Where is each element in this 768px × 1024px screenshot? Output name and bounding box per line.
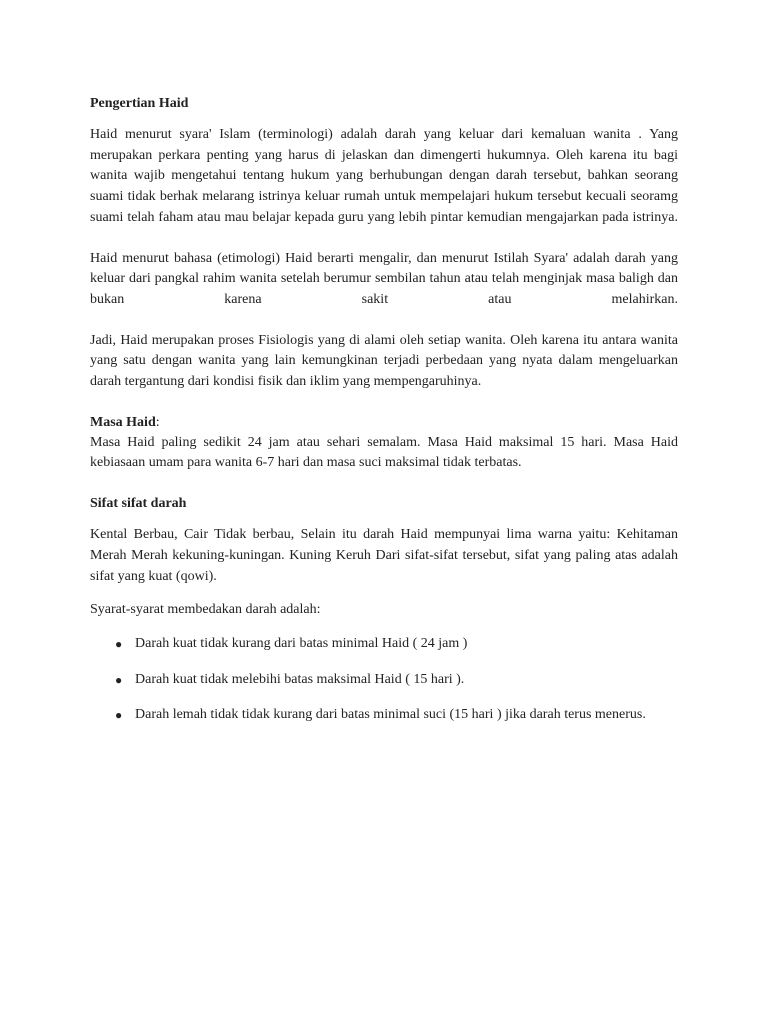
spacer (90, 311, 678, 331)
spacer (90, 229, 678, 249)
section-heading-masa-haid: Masa Haid (90, 414, 156, 430)
spacer (90, 514, 678, 525)
list-item-text: Darah kuat tidak melebihi batas maksimal Haid ( 15 hari ). (135, 671, 465, 687)
paragraph-syarat-intro: Syarat-syarat membedakan darah adalah: (90, 602, 321, 618)
list-item (90, 670, 678, 691)
list-item (90, 705, 678, 726)
bullet-icon: ● (115, 708, 123, 723)
list-item-text: Darah kuat tidak kurang dari batas minimal Haid ( 24 jam ) (135, 635, 468, 651)
paragraph-masa-haid: Masa Haid paling sedikit 24 jam atau sehari semalam. Masa Haid maksimal 15 hari. Masa Haid kebiasaan umam para wanita 6-7 hari dan masa suci maksimal tidak terbatas. (90, 434, 678, 471)
spacer (90, 587, 678, 600)
masa-haid-block (90, 413, 678, 433)
bullet-icon: ● (115, 636, 123, 651)
spacer (90, 621, 678, 634)
bullet-icon: ● (115, 672, 123, 687)
spacer (90, 393, 678, 413)
spacer (90, 474, 678, 494)
paragraph-definition-terminology: Haid menurut syara' Islam (terminologi) adalah darah yang keluar dari kemaluan wanita . Yang merupakan perkara penting yang harus di jelaskan dan dimengerti hukumnya. Oleh karena itu bagi wanita wajib mengetahui tentang hukum yang berhubungan dengan darah tersebut, bahkan seorang suami tidak berhak melarang istrinya keluar rumah untuk mempelajari hukum tersebut kecuali seoramg suami telah faham atau mau belajar kepada guru yang lebih pintar kemudian mengajarkan pada istrinya. (90, 127, 678, 225)
heading-colon: : (155, 414, 160, 430)
list-item-text: Darah lemah tidak tidak kurang dari batas minimal suci (15 hari ) jika darah terus menerus. (135, 707, 646, 723)
paragraph-conclusion: Jadi, Haid merupakan proses Fisiologis yang di alami oleh setiap wanita. Oleh karena itu antara wanita yang satu dengan wanita yang lain kemungkinan terjadi perbedaan yang nyata dalam mengeluarkan darah tergantung dari kondisi fisik dan iklim yang mempengaruhinya. (90, 332, 678, 390)
spacer (90, 114, 678, 125)
document-page (90, 94, 678, 726)
list-item (90, 634, 678, 655)
section-heading-pengertian-haid: Pengertian Haid (90, 96, 189, 111)
paragraph-sifat-darah: Kental Berbau, Cair Tidak berbau, Selain itu darah Haid mempunyai lima warna yaitu: Kehitaman Merah Merah kekuning-kuningan. Kuning Keruh Dari sifat-sifat tersebut, sifat yang paling atas adalah sifat yang kuat (qowi). (90, 527, 678, 584)
section-heading-sifat-darah: Sifat sifat darah (90, 496, 187, 512)
paragraph-definition-etymology: Haid menurut bahasa (etimologi) Haid berarti mengalir, dan menurut Istilah Syara' adalah darah yang keluar dari pangkal rahim wanita setelah berumur sembilan tahun atau telah menginjak masa baligh dan bukan karena sakit atau melahirkan. (90, 250, 678, 307)
syarat-list (90, 634, 678, 726)
